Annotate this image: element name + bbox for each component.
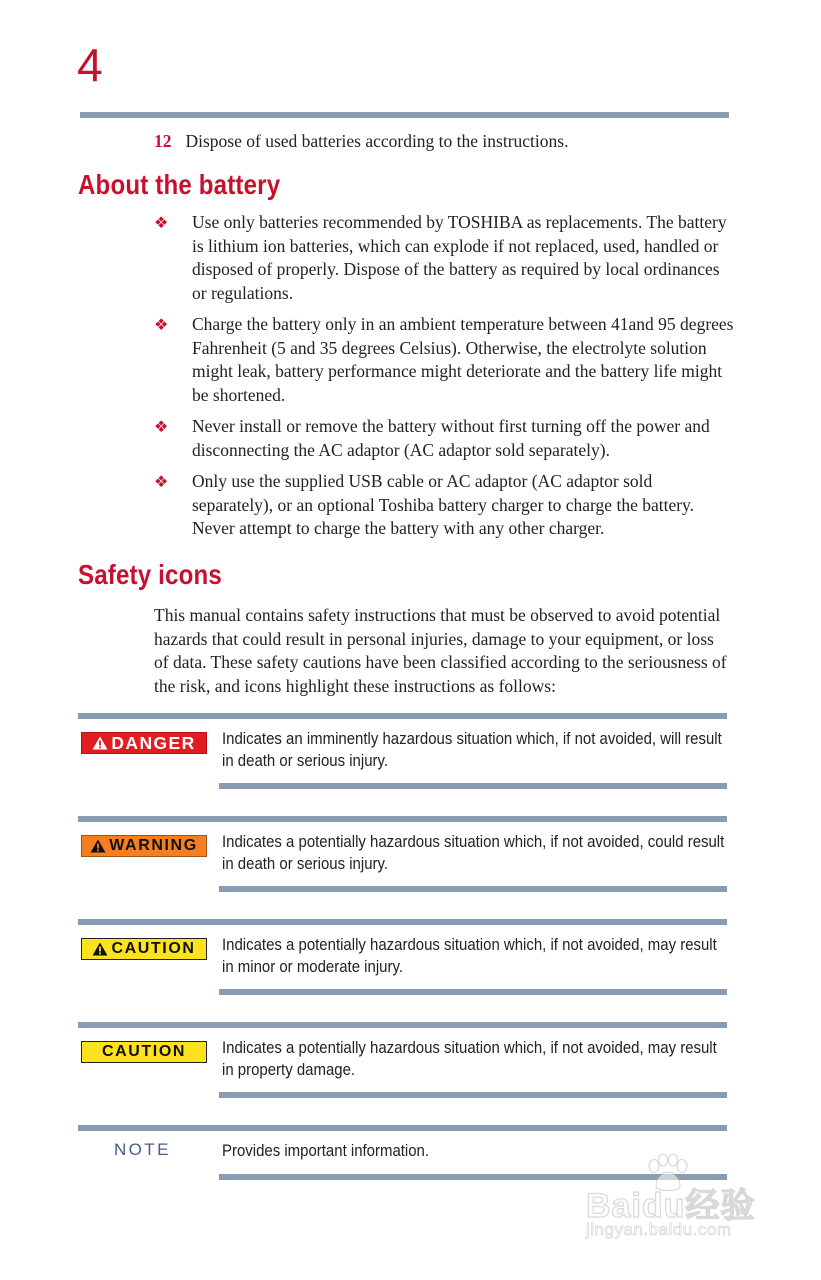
- bullet-text: Never install or remove the battery without first turning off the power and disconnecting the AC adaptor (AC adaptor sold separately).: [192, 416, 710, 460]
- bullet-diamond-icon: ❖: [154, 417, 169, 436]
- page-number: 4: [77, 39, 103, 91]
- list-item: [154, 211, 734, 305]
- row-rule-top: [78, 1022, 727, 1028]
- bullet-diamond-icon: ❖: [154, 213, 169, 232]
- row-rule-top: [78, 713, 727, 719]
- safety-row-danger: [78, 713, 729, 813]
- safety-intro-paragraph: This manual contains safety instructions that must be observed to avoid potential hazards that could result in personal injuries, damage to your equipment, or loss of data. These safety cautions have been classified according to the seriousness of the risk, and icons highlight these instructions as follows:: [154, 605, 727, 696]
- row-rule-bottom: [219, 989, 727, 995]
- row-rule-bottom: [219, 783, 727, 789]
- row-rule-bottom: [219, 886, 727, 892]
- step-item: [154, 131, 568, 152]
- safety-row-caution: [78, 919, 729, 1019]
- row-rule-bottom: [219, 1092, 727, 1098]
- danger-description: Indicates an imminently hazardous situation which, if not avoided, will result in death or serious injury.: [222, 729, 722, 770]
- note-label: NOTE: [114, 1140, 171, 1159]
- row-rule-top: [78, 816, 727, 822]
- warning-description: Indicates a potentially hazardous situation which, if not avoided, could result in death or serious injury.: [222, 832, 725, 873]
- section-heading-about-battery: About the battery: [78, 169, 281, 200]
- bullet-text: Charge the battery only in an ambient temperature between 41and 95 degrees Fahrenheit (5 and 35 degrees Celsius). Otherwise, the electrolyte solution might leak, battery performance might deteriorate and the battery life might be shortened.: [192, 314, 734, 405]
- battery-bullet-list: [154, 211, 734, 549]
- caution-description: Indicates a potentially hazardous situation which, if not avoided, may result in minor or moderate injury.: [222, 935, 717, 976]
- warning-triangle-icon: [92, 736, 108, 750]
- warning-triangle-icon: [92, 942, 108, 956]
- caution-plain-badge: [81, 1041, 207, 1063]
- list-item: [154, 470, 734, 541]
- warning-triangle-icon: [90, 839, 106, 853]
- step-number: 12: [154, 131, 172, 151]
- list-item: [154, 415, 734, 462]
- step-text: Dispose of used batteries according to the instructions.: [185, 131, 569, 151]
- bullet-diamond-icon: ❖: [154, 472, 169, 491]
- bullet-text: Use only batteries recommended by TOSHIBA as replacements. The battery is lithium ion batteries, which can explode if not replaced, used, handled or disposed of properly. Dispose of the battery as required by local ordinances or regulations.: [192, 212, 727, 303]
- note-description: Provides important information.: [222, 1141, 430, 1160]
- row-rule-top: [78, 919, 727, 925]
- bullet-text: Only use the supplied USB cable or AC adaptor (AC adaptor sold separately), or an optional Toshiba battery charger to charge the battery. Never attempt to charge the battery with any other charger.: [192, 471, 695, 538]
- header-rule: [80, 112, 729, 118]
- warning-badge-label: WARNING: [109, 837, 198, 854]
- section-heading-safety-icons: Safety icons: [78, 559, 222, 590]
- danger-badge: [81, 732, 207, 754]
- caution-plain-badge-label: CAUTION: [101, 1043, 187, 1060]
- baidu-watermark: [582, 1154, 782, 1254]
- list-item: [154, 313, 734, 407]
- caution-badge: [81, 938, 207, 960]
- watermark-brand: Baidu经验: [586, 1187, 756, 1225]
- watermark-site: jingyan.baidu.com: [586, 1220, 732, 1239]
- caution-property-description: Indicates a potentially hazardous situation which, if not avoided, may result in property damage.: [222, 1038, 717, 1079]
- safety-row-caution-property: [78, 1022, 729, 1122]
- caution-badge-label: CAUTION: [111, 940, 196, 957]
- bullet-diamond-icon: ❖: [154, 315, 169, 334]
- row-rule-top: [78, 1125, 727, 1131]
- warning-badge: [81, 835, 207, 857]
- danger-badge-label: DANGER: [111, 732, 196, 753]
- safety-row-warning: [78, 816, 729, 916]
